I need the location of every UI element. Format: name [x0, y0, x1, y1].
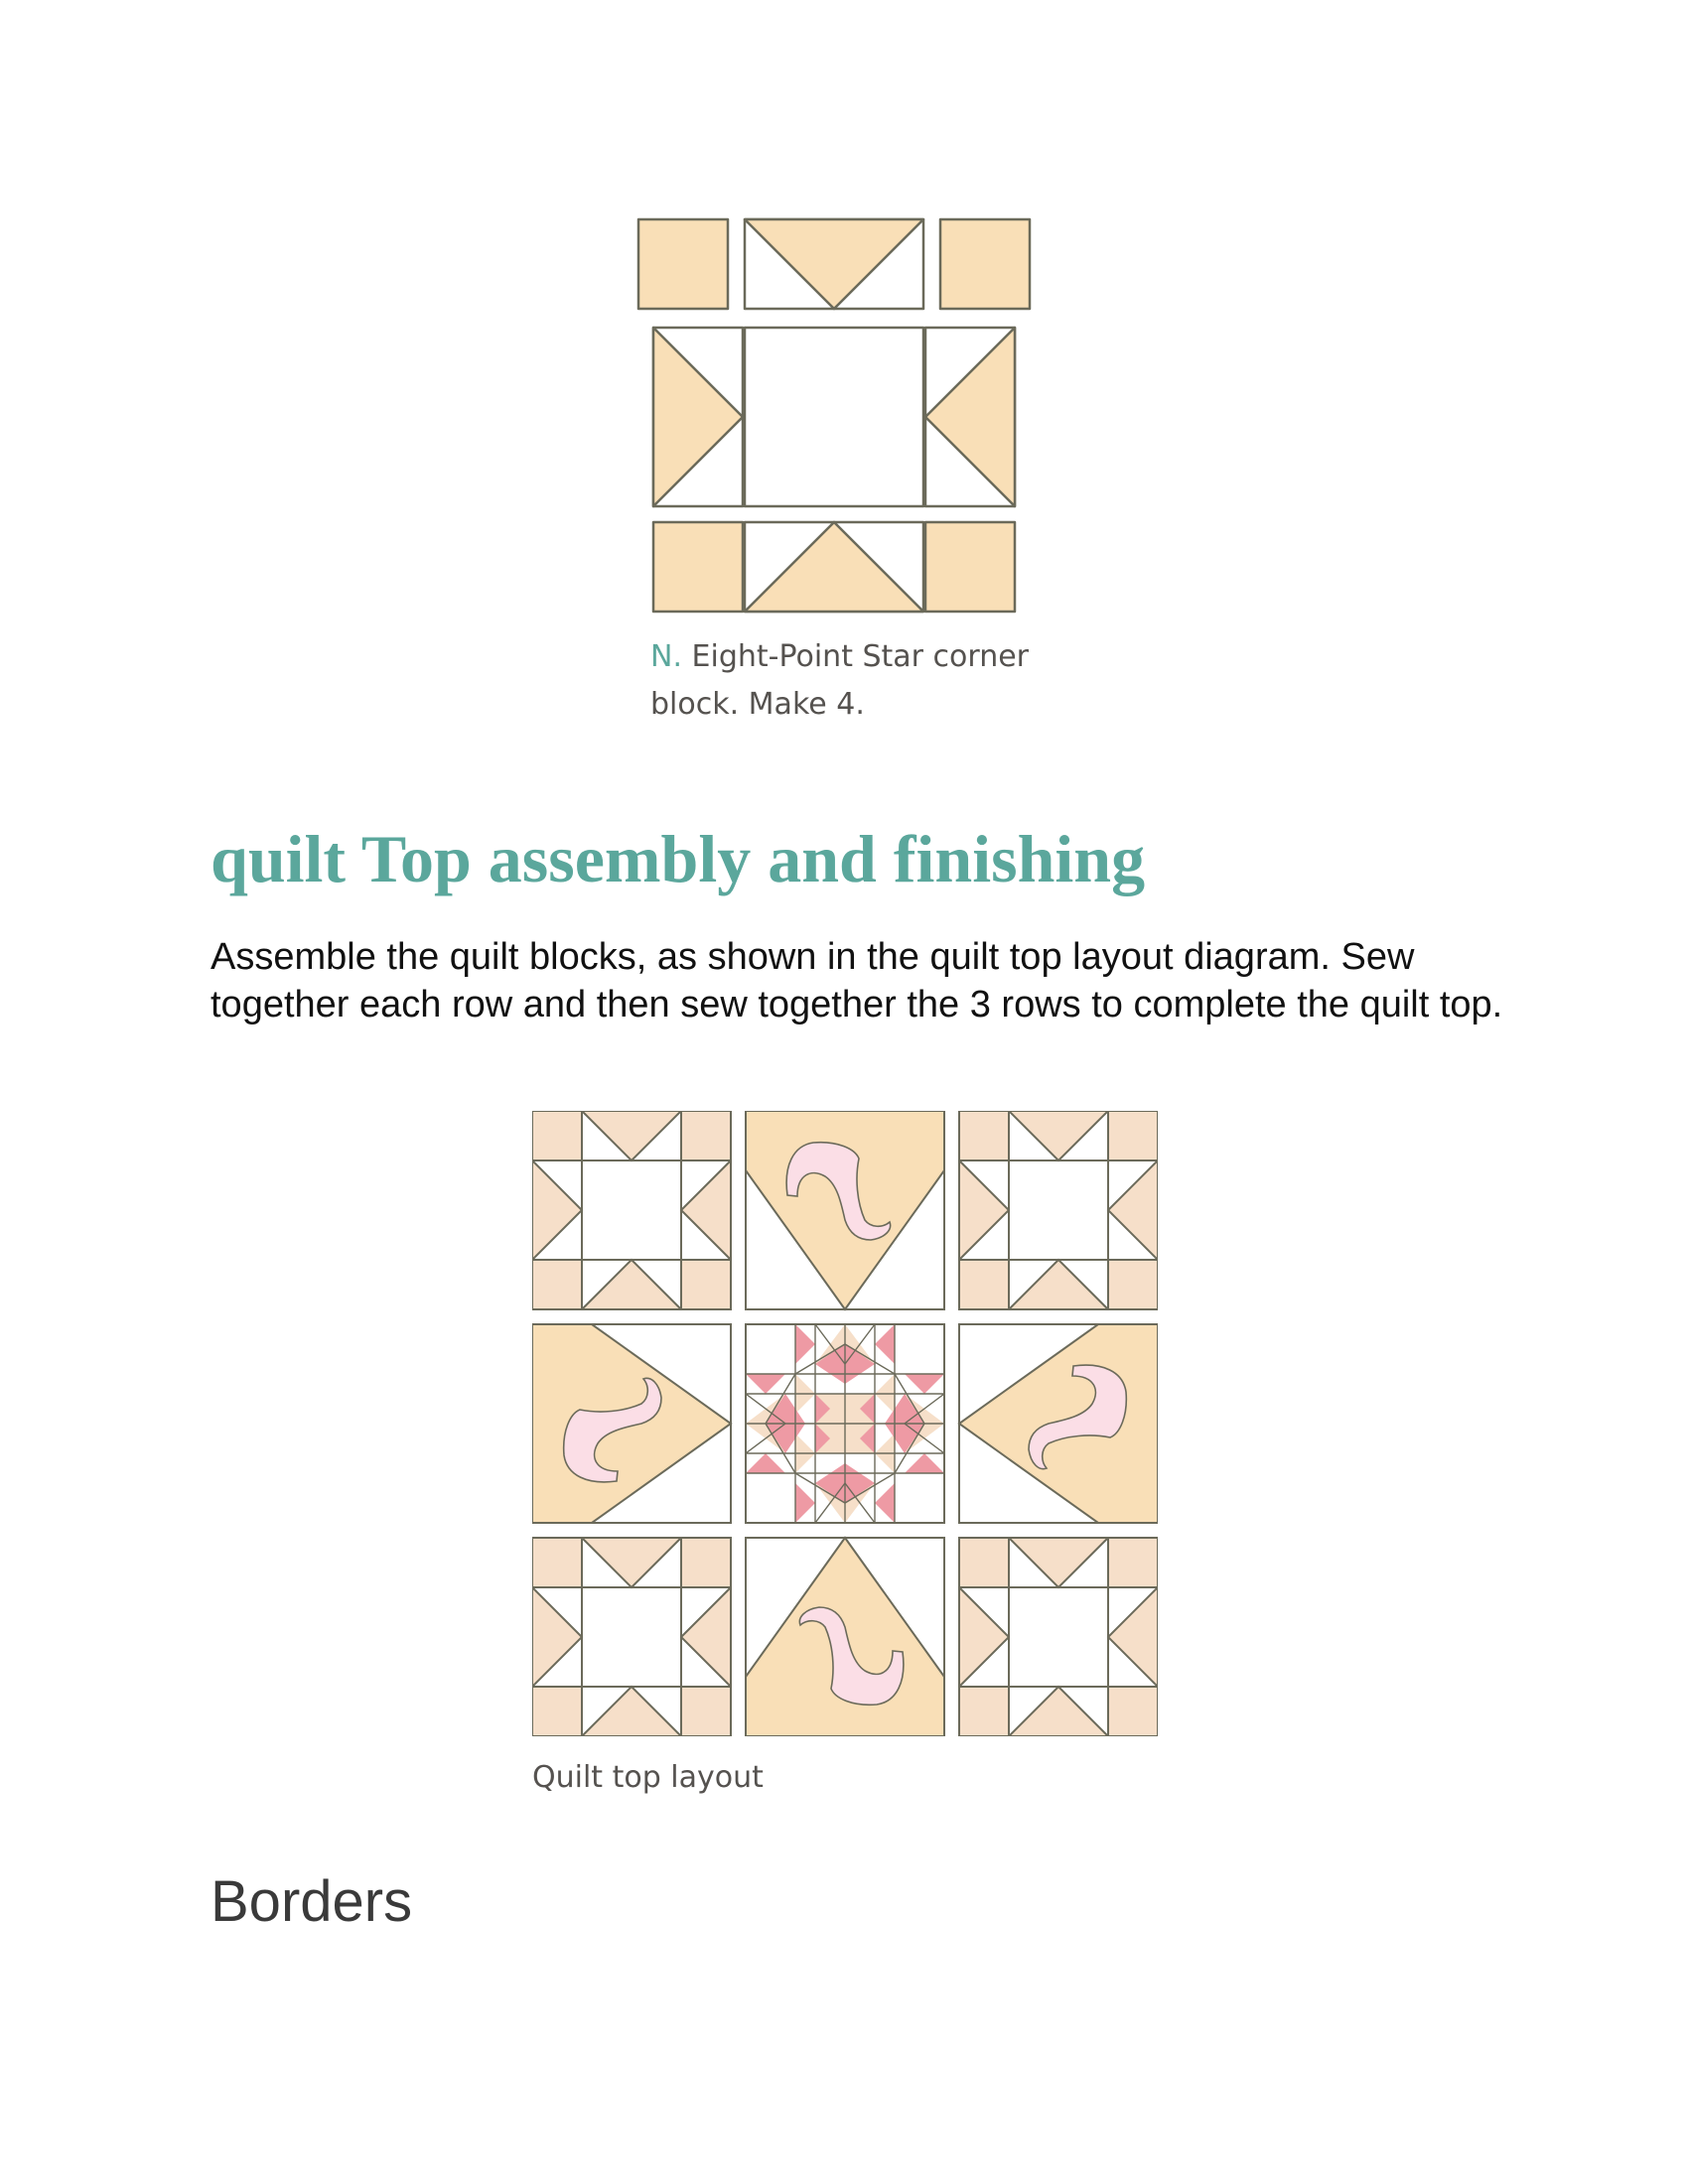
quilt-layout-caption: Quilt top layout — [532, 1760, 764, 1795]
corner-square-top-left — [638, 219, 728, 309]
center-square — [745, 328, 923, 506]
flying-geese-bottom — [745, 522, 923, 612]
center-star-block — [746, 1324, 944, 1523]
borders-heading: Borders — [211, 1869, 413, 1934]
quilt-top-layout-diagram — [532, 1111, 1158, 1736]
figure-n-caption — [650, 633, 1117, 729]
bird-block-top — [746, 1111, 944, 1309]
corner-square-top-right — [940, 219, 1030, 309]
bird-block-left — [532, 1324, 731, 1523]
star-block-bottom-left — [532, 1538, 731, 1736]
bird-block-right — [959, 1324, 1158, 1523]
flying-geese-right — [925, 328, 1015, 506]
flying-geese-top — [745, 219, 923, 309]
star-block-top-right — [959, 1111, 1158, 1309]
figure-n-caption-text: Eight-Point Star corner block. Make 4. — [650, 639, 1030, 722]
section-title: quilt Top assembly and finishing — [211, 821, 1146, 896]
corner-square-bottom-left — [653, 522, 743, 612]
flying-geese-left — [653, 328, 743, 506]
star-block-top-left — [532, 1111, 731, 1309]
eight-point-star-diagram — [635, 216, 1033, 615]
corner-square-bottom-right — [925, 522, 1015, 612]
star-block-bottom-right — [959, 1538, 1158, 1736]
figure-n-label: N. — [650, 639, 682, 674]
bird-block-bottom — [746, 1538, 944, 1736]
section-body: Assemble the quilt blocks, as shown in the quilt top layout diagram. Sew together each row and then sew together the 3 rows to complete the quilt top. — [211, 936, 1503, 1025]
